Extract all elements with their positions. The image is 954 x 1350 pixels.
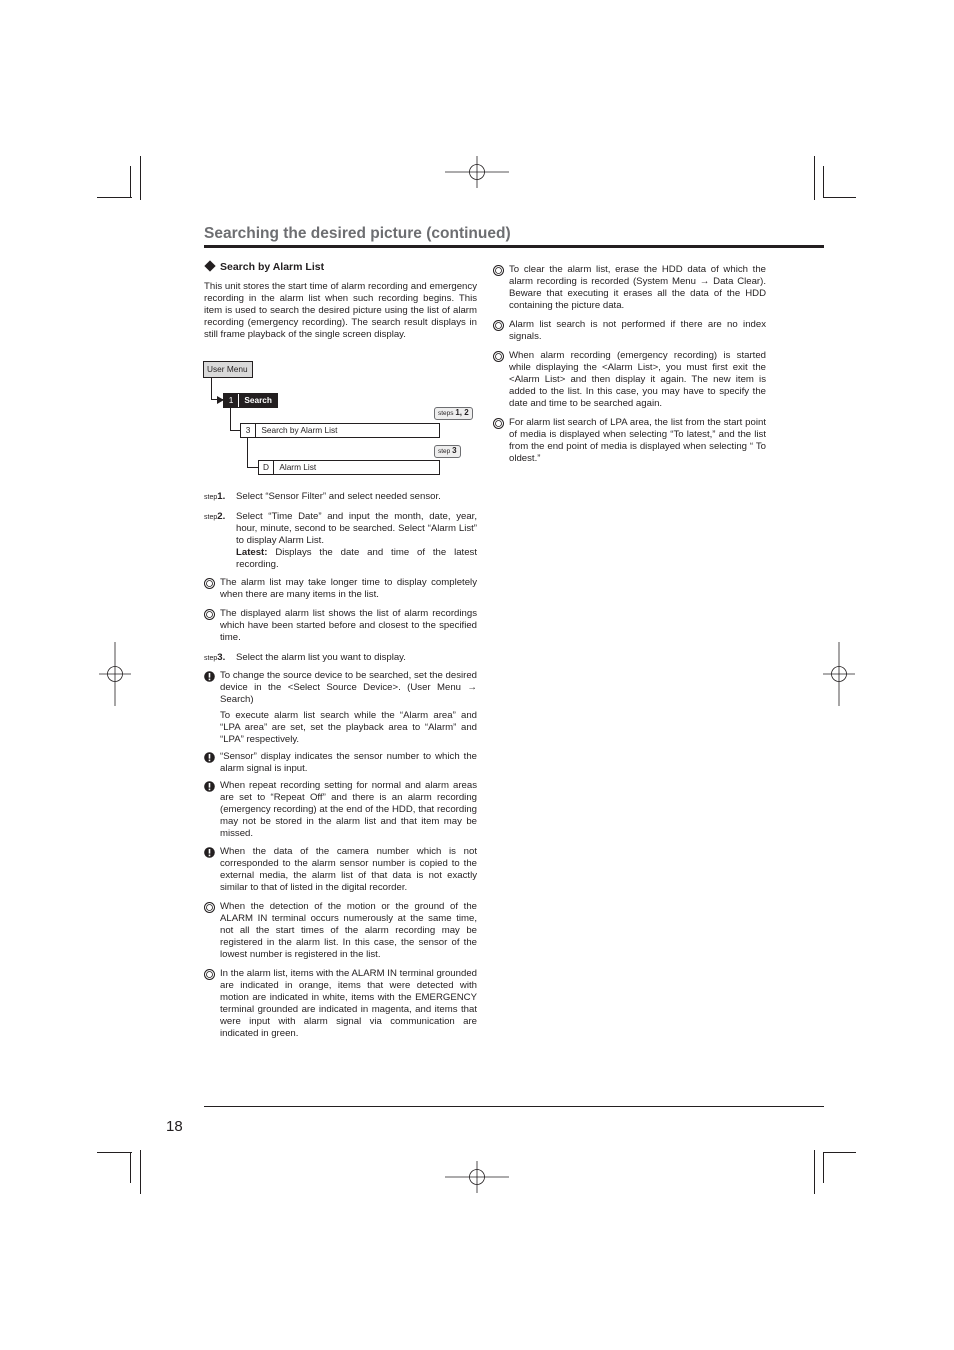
step-2-num: 2. [217, 511, 226, 522]
note-item [493, 264, 766, 312]
registration-mark-right [823, 642, 855, 706]
note-text: When alarm recording (emergency recording) is started while displaying the <Alarm List>, you must first exit the <Alarm List> and then display it again. The new item is added to the list. In this case, you may have to specify the date and time to be searched again. [509, 350, 766, 409]
step-3-num: 3. [217, 652, 226, 663]
step-1-prefix: step [204, 494, 218, 501]
step-badge-3 [434, 445, 461, 458]
menu-item-search-by-alarm-list-label: Search by Alarm List [261, 425, 338, 435]
badge1-prefix: steps [438, 410, 454, 417]
registration-mark-top [445, 156, 509, 188]
note-item [204, 608, 477, 644]
step-1-label [204, 491, 225, 504]
step-2-prefix: step [204, 514, 218, 521]
footer-rule [204, 1106, 824, 1107]
menu-item-num-3: 3 [241, 424, 256, 437]
menu-item-num-d: D [259, 461, 274, 474]
latest-text: Displays the date and time of the latest recording. [236, 547, 477, 570]
steps-badge-1-2 [434, 407, 473, 420]
menu-item-search-by-alarm-list [240, 423, 440, 438]
latest-label: Latest: [236, 547, 268, 558]
registration-mark-bottom [445, 1161, 509, 1193]
caution-icon [204, 847, 215, 858]
caution-icon [204, 752, 215, 763]
note-text: When the detection of the motion or the ground of the ALARM IN terminal occurs numerously at the same time, not all the start times of the alarm recording may be registered in the alarm list. In this case, the sensor of the lowest number is registered in the list. [220, 901, 477, 960]
note-icon [493, 320, 504, 331]
menu-item-search-label: Search [244, 395, 272, 405]
caution-item [204, 780, 477, 840]
step-2-body [236, 511, 477, 571]
note-item [493, 350, 766, 410]
registration-mark-left [99, 642, 131, 706]
menu-item-alarm-list [258, 460, 440, 475]
note-continuation [204, 710, 477, 746]
step-2-latest [236, 547, 477, 571]
menu-item-alarm-list-label: Alarm List [279, 462, 317, 472]
note-item [204, 901, 477, 961]
note-icon [493, 418, 504, 429]
badge1-value: 1, 2 [455, 408, 469, 417]
header-rule [204, 245, 824, 248]
caution-text: “Sensor” display indicates the sensor number to which the alarm signal is input. [220, 751, 477, 774]
section-heading [204, 261, 324, 273]
note-text: For alarm list search of LPA area, the list from the start point of media is displayed when selecting “To latest,” and the list from the end point of media is displayed when selecting “ To oldest.” [509, 417, 766, 464]
note-item [493, 417, 766, 465]
caution-text: To change the source device to be searched, set the desired device in the <Select Source Device>. (User Menu → Search) [220, 670, 477, 705]
step-3-text: Select the alarm list you want to display. [236, 652, 406, 663]
note-text: In the alarm list, items with the ALARM IN terminal grounded are indicated in orange, items that were detected with motion are indicated in white, items with the EMERGENCY terminal grounded are indicated in magenta, and items that were input with alarm signal via communication are indicated in green. [220, 968, 477, 1039]
page-number: 18 [166, 1118, 183, 1135]
step-3-prefix: step [204, 655, 218, 662]
note-icon [204, 969, 215, 980]
note-text: To clear the alarm list, erase the HDD data of which the alarm recording is recorded (System Menu → Data Clear). Beware that executing it erases all the data of the HDD containing the picture data. [509, 264, 766, 311]
note-icon [493, 351, 504, 362]
note-icon [204, 902, 215, 913]
caution-item [204, 846, 477, 894]
note-item [493, 319, 766, 343]
note-text: The displayed alarm list shows the list of alarm recordings which have been started before and closest to the specified time. [220, 608, 477, 643]
step-3 [204, 652, 477, 664]
step-1-num: 1. [217, 491, 226, 502]
note-item [204, 968, 477, 1040]
section-intro: This unit stores the start time of alarm recording and emergency recording in the alarm list when such recording begins. This item is used to search the desired picture using the list of alarm recording (emergency recording). The search result displays in still frame playback of the single screen display. [204, 281, 477, 340]
step-3-label [204, 652, 225, 665]
page-title: Searching the desired picture (continued) [204, 225, 511, 242]
badge2-prefix: step [438, 448, 451, 455]
caution-icon [204, 671, 215, 682]
step-1-text: Select “Sensor Filter” and select needed sensor. [236, 491, 441, 502]
caution-item [204, 751, 477, 775]
badge2-value: 3 [452, 446, 457, 455]
step-1 [204, 491, 477, 503]
step-2-label [204, 511, 225, 524]
note-icon [493, 265, 504, 276]
section-heading-text: Search by Alarm List [220, 261, 325, 273]
note-icon [204, 609, 215, 620]
diamond-bullet-icon [204, 260, 215, 271]
menu-item-search-num: 1 [224, 394, 239, 407]
caution-text: When the data of the camera number which is not corresponded to the alarm sensor number is copied to the external media, the alarm list of that data is not exactly similar to that of listed in the digital recorder. [220, 846, 477, 893]
note-text: Alarm list search is not performed if there are no index signals. [509, 319, 766, 342]
caution-text: When repeat recording setting for normal and alarm areas are set to “Repeat Off” and there is an alarm recording (emergency recording) at the end of the HDD, that recording may not be stored in the alarm list and that item may be missed. [220, 780, 477, 839]
menu-item-search [223, 393, 278, 408]
caution-icon [204, 781, 215, 792]
note-icon [204, 578, 215, 589]
note-item [204, 577, 477, 601]
note-continuation-text: To execute alarm list search while the “Alarm area” and “LPA area” are set, set the playback area to “Alarm” and “LPA” respectively. [220, 710, 477, 745]
step-2-text: Select “Time Date” and input the month, date, year, hour, minute, second to be searched. Select “Alarm List” to display Alarm List. [236, 511, 477, 546]
caution-item [204, 670, 477, 706]
menu-root-box [203, 361, 253, 378]
menu-diagram [203, 361, 483, 481]
menu-root-label: User Menu [207, 364, 248, 374]
note-text: The alarm list may take longer time to display completely when there are many items in the list. [220, 577, 477, 600]
step-2 [204, 511, 477, 571]
